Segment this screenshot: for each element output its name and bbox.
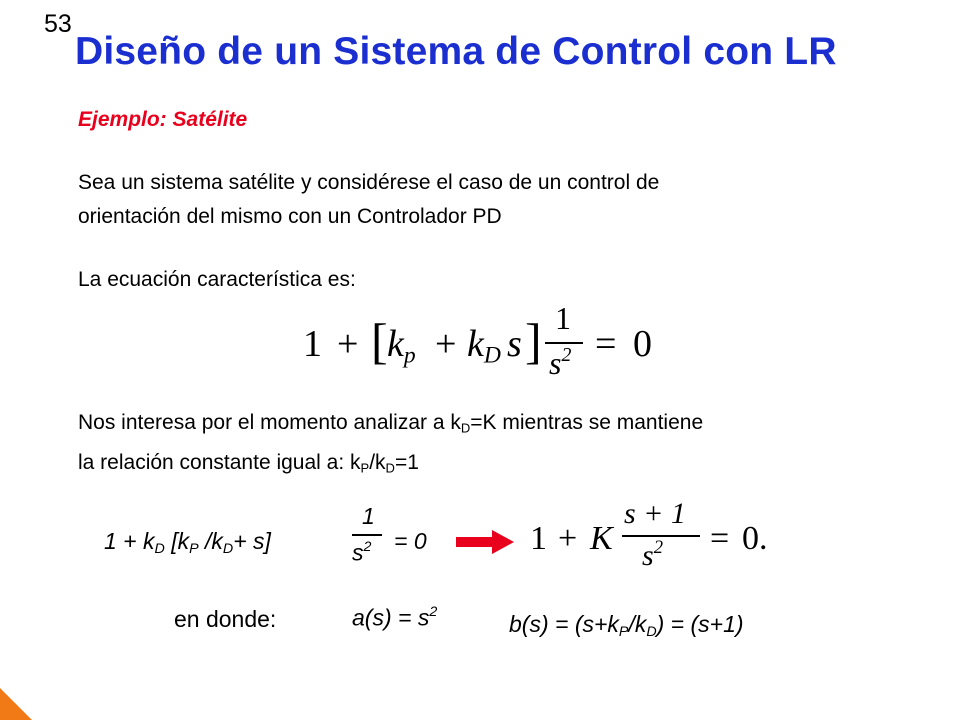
definitions-label: en donde: (174, 606, 277, 632)
eq1-denominator: $s^2$ (549, 344, 572, 381)
a-of-s-definition: $a(s) = s^2$ (352, 604, 438, 631)
eq3-K: K (590, 520, 613, 557)
eq1-numerator: 1 (555, 300, 571, 336)
intro-line-1: Sea un sistema satélite y considérese el caso de un control de (78, 171, 660, 194)
eq3-one: 1 (530, 520, 547, 557)
b-of-s-definition: $b(s) = (s+k_P/k_D) = (s+1)$ (509, 611, 744, 640)
eq1-kd: $k_D$ (467, 323, 501, 369)
eq1-bracket-close: ] (525, 313, 542, 369)
example-subtitle: Ejemplo: Satélite (78, 108, 248, 131)
slide-number: 53 (44, 10, 72, 38)
eq1-bracket-open: [ (371, 313, 388, 369)
eq2-numerator: 1 (362, 503, 375, 529)
eq3-numerator: s + 1 (624, 497, 686, 530)
implies-arrow-icon (456, 528, 514, 556)
eq2-denominator: $s^2$ (352, 539, 372, 566)
eq3-plus: + (558, 520, 578, 557)
eq1-zero: 0 (633, 323, 652, 365)
eq3-denominator: $s^2$ (642, 537, 663, 573)
characteristic-equation-label: La ecuación característica es: (78, 268, 356, 291)
corner-decoration (0, 688, 32, 720)
eq2-right-side: = 0 (394, 528, 427, 554)
analysis-line-1: Nos interesa por el momento analizar a $k_D=K$ mientras se mantiene (78, 411, 704, 436)
eq1-kp: $k_p$ (387, 323, 416, 369)
eq1-plus2: + (435, 323, 457, 365)
rewritten-equation (104, 503, 444, 583)
intro-line-2: orientación del mismo con un Controlador PD (78, 205, 502, 228)
slide-title: Diseño de un Sistema de Control con LR (75, 30, 837, 73)
eq1-plus: + (337, 323, 359, 365)
eq2-fraction-bar (352, 534, 382, 536)
eq1-s: s (507, 323, 522, 365)
eq1-equals: = (595, 323, 617, 365)
analysis-line-2: la relación constante igual a: $k_P/k_D=1$ (78, 450, 419, 476)
characteristic-equation (303, 300, 663, 400)
intro-paragraph (78, 166, 659, 234)
eq3-equals: = (710, 520, 730, 557)
eq2-left-side: $1 + k_D$ [$k_P$ $/k_D+ s$] (104, 528, 271, 557)
root-locus-form-equation (530, 495, 770, 585)
eq1-one: 1 (303, 323, 322, 365)
analysis-paragraph (78, 406, 703, 485)
eq3-zero: 0. (742, 520, 768, 557)
